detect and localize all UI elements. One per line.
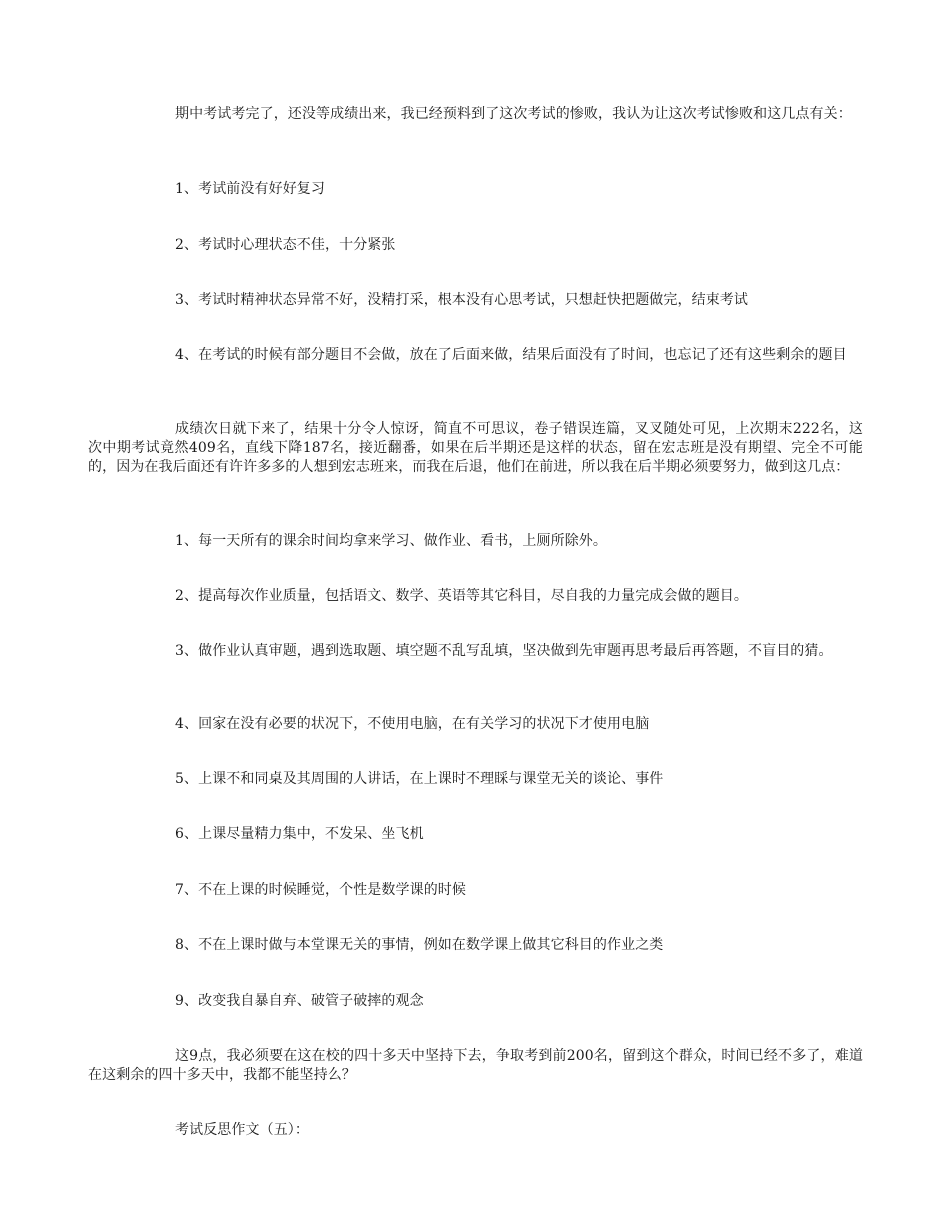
reason-item-4: 4、在考试的时候有部分题目不会做，放在了后面来做，结果后面没有了时间，也忘记了还有这些剩余的题目 [175, 347, 847, 363]
plan-item-7: 7、不在上课的时候睡觉，个性是数学课的时候 [175, 882, 467, 898]
intro-paragraph: 期中考试考完了，还没等成绩出来，我已经预料到了这次考试的惨败，我认为让这次考试惨败和这几点有关： [175, 106, 852, 122]
plan-item-4: 4、回家在没有必要的状况下，不使用电脑，在有关学习的状况下才使用电脑 [175, 716, 650, 732]
section-heading: 考试反思作文（五）： [175, 1122, 309, 1138]
plan-item-3: 3、做作业认真审题，遇到选取题、填空题不乱写乱填，坚决做到先审题再思考最后再答题，不盲目的猜。 [175, 643, 833, 659]
plan-item-5: 5、上课不和同桌及其周围的人讲话，在上课时不理睬与课堂无关的谈论、事件 [175, 771, 664, 787]
plan-item-1: 1、每一天所有的课余时间均拿来学习、做作业、看书，上厕所除外。 [175, 533, 608, 549]
reason-item-1: 1、考试前没有好好复习 [175, 181, 326, 197]
conclusion-paragraph: 这9点，我必须要在这在校的四十多天中坚持下去，争取考到前200名，留到这个群众，时间已经不多了，难道在这剩余的四十多天中，我都不能坚持么？ [88, 1048, 863, 1083]
plan-item-6: 6、上课尽量精力集中，不发呆、坐飞机 [175, 826, 424, 842]
reason-item-3: 3、考试时精神状态异常不好，没精打采，根本没有心思考试，只想赶快把题做完，结束考试 [175, 292, 749, 308]
plan-item-8: 8、不在上课时做与本堂课无关的事情，例如在数学课上做其它科目的作业之类 [175, 937, 664, 953]
results-paragraph: 成绩次日就下来了，结果十分令人惊讶，简直不可思议，卷子错误连篇，叉叉随处可见，上次期末222名，这次中期考试竟然409名，直线下降187名，接近翻番，如果在后半期还是这样的状态，留在宏志班是没有期望、完全不可能的，因为在我后面还有许许多多的人想到宏志班来，而我在后退，他们在前进，所以我在后半期必须要努力，做到这几点： [88, 421, 863, 475]
reason-item-2: 2、考试时心理状态不佳，十分紧张 [175, 237, 396, 253]
plan-item-9: 9、改变我自暴自弃、破管子破摔的观念 [175, 993, 424, 1009]
plan-item-2: 2、提高每次作业质量，包括语文、数学、英语等其它科目，尽自我的力量完成会做的题目。 [175, 588, 749, 604]
